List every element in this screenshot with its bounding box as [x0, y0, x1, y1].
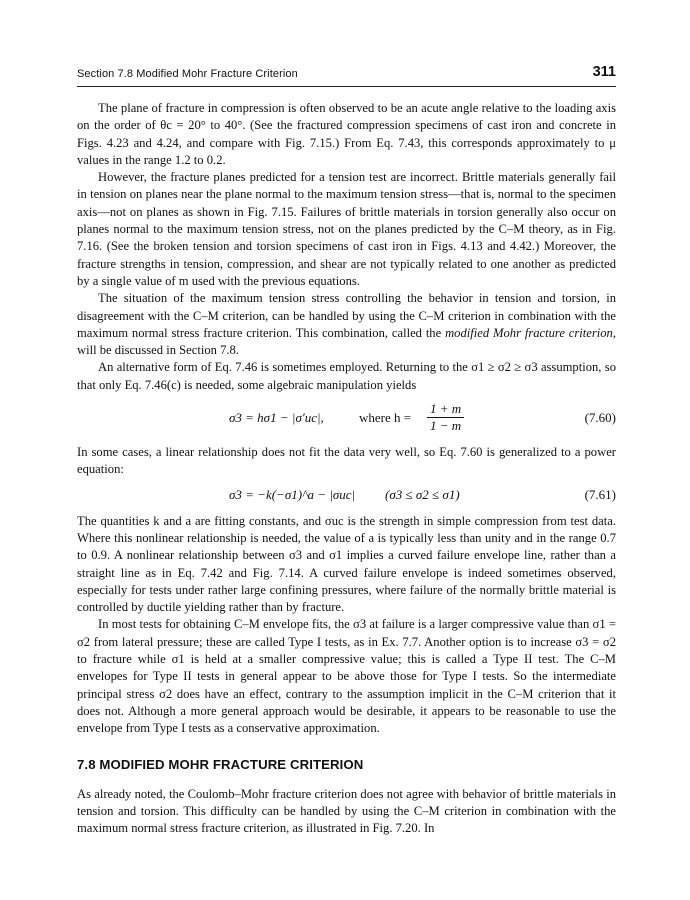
- paragraph-3-text-a: The situation of the maximum tension stress controlling the behavior in tension and torsion, in disagreement with the C–M criterion, can be handled by using the C–M criterion in combination with the maximum normal stress fracture criterion. This combination, called the: [77, 291, 616, 340]
- body-text: [77, 100, 616, 837]
- paragraph-1: The plane of fracture in compression is often observed to be an acute angle relative to the loading axis on the order of θc = 20° to 40°. (See the fractured compression specimens of cast iron and concrete in Figs. 4.23 and 4.24, and compare with Fig. 7.15.) From Eq. 7.43, this corresponds approximately to μ values in the range 1.2 to 0.2.: [77, 101, 616, 167]
- equation-7-60-denominator: 1 − m: [430, 418, 462, 434]
- running-head: [77, 64, 616, 87]
- equation-7-60-where: where h =: [359, 410, 412, 426]
- equation-7-60-label: (7.60): [584, 410, 616, 426]
- equation-7-61-condition: (σ3 ≤ σ2 ≤ σ1): [385, 486, 460, 502]
- paragraph-3-text-b: , will be discussed in Section 7.8.: [77, 325, 617, 358]
- equation-7-61-label: (7.61): [584, 486, 616, 502]
- paragraph-3: [77, 290, 616, 359]
- paragraph-6: The quantities k and a are fitting constants, and σuc is the strength in simple compression from test data. Where this nonlinear relationship is needed, the value of a is typically less than unity and in the range 0.7 to 0.9. A nonlinear relationship between σ3 and σ1 implies a curved failure envelope line, rather than a straight line as in Eq. 7.42 and Fig. 7.14. A curved failure envelope is indeed sometimes observed, especially for tests under rather large confining pressures, where failure of the normally brittle material is controlled by ductile yielding rather than by fracture.: [77, 513, 616, 615]
- equation-7-60-fraction: [427, 401, 464, 434]
- paragraph-8: As already noted, the Coulomb–Mohr fracture criterion does not agree with behavior of brittle materials in tension and torsion. This difficulty can be handled by using the C–M criterion in combination with the maximum normal stress fracture criterion, as illustrated in Fig. 7.20. In: [77, 786, 616, 836]
- paragraph-7: In most tests for obtaining C–M envelope fits, the σ3 at failure is a larger compressive value than σ1 = σ2 from lateral pressure; these are called Type I tests, as in Ex. 7.7. Another option is to increase σ3 = σ2 to fracture while σ1 is held at a smaller compressive value; this is called a Type II test. The C–M envelopes for Type II tests in general appear to be above those for Type I tests. So the intermediate principal stress σ2 does have an effect, contrary to the assumption implicit in the C–M criterion that it does not. Although a more general approach would be desirable, it appears to be reasonable to use the envelope from Type I tests as a conservative approximation.: [77, 617, 616, 736]
- paragraph-5: In some cases, a linear relationship does not fit the data very well, so Eq. 7.60 is generalized to a power equation:: [77, 445, 616, 477]
- paragraph-4: An alternative form of Eq. 7.46 is sometimes employed. Returning to the σ1 ≥ σ2 ≥ σ3 assumption, so that only Eq. 7.46(c) is needed, some algebraic manipulation yields: [77, 360, 616, 392]
- paragraph-3-emphasis: modified Mohr fracture criterion: [445, 325, 613, 340]
- running-head-section: Section 7.8 Modified Mohr Fracture Criterion: [77, 68, 298, 80]
- equation-7-61-lhs: σ3 = −k(−σ1)^a − |σuc|: [229, 486, 356, 502]
- equation-7-61: [77, 479, 616, 509]
- paragraph-2: However, the fracture planes predicted for a tension test are incorrect. Brittle materials generally fail in tension on planes near the plane normal to the maximum tension stress—that is, normal to the specimen axis—not on planes as shown in Fig. 7.15. Failures of brittle materials in torsion generally also occur on planes normal to the maximum tension stress, not on the planes predicted by the C–M theory, as in Fig. 7.16. (See the broken tension and torsion specimens of cast iron in Figs. 4.13 and 4.42.) Moreover, the fracture strengths in tension, compression, and shear are not typically related to one another as predicted by a single value of m used with the previous equations.: [77, 170, 616, 288]
- equation-7-60-lhs: σ3 = hσ1 − |σ′uc|,: [229, 410, 324, 426]
- equation-7-60-numerator: 1 + m: [427, 401, 464, 418]
- section-heading: 7.8 MODIFIED MOHR FRACTURE CRITERION: [77, 756, 364, 772]
- equation-7-60: [77, 394, 616, 444]
- page-number: 311: [592, 64, 616, 80]
